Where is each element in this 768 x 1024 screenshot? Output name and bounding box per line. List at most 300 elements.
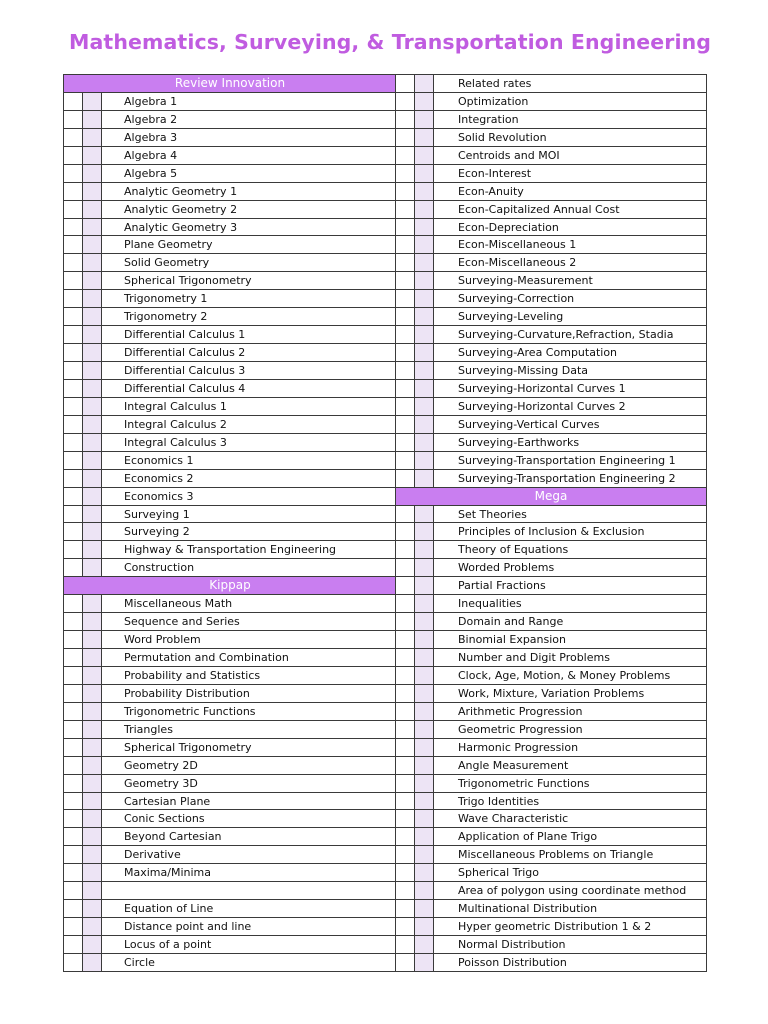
checkbox-cell[interactable]: [396, 900, 415, 917]
topic-label: Surveying-Transportation Engineering 2: [458, 471, 676, 485]
checkbox-cell[interactable]: [396, 434, 415, 451]
checkbox-cell[interactable]: [396, 631, 415, 648]
checkbox-cell[interactable]: [396, 254, 415, 271]
checkbox-cell[interactable]: [83, 93, 102, 110]
checkbox-cell[interactable]: [396, 470, 415, 487]
checkbox-cell[interactable]: [415, 75, 434, 92]
topic-label: Algebra 4: [124, 148, 178, 162]
checkbox-cell[interactable]: [64, 219, 83, 236]
checkbox-cell[interactable]: [64, 703, 83, 720]
checkbox-cell[interactable]: [83, 846, 102, 863]
checkbox-cell[interactable]: [415, 703, 434, 720]
checkbox-cell[interactable]: [396, 165, 415, 182]
checkbox-cell[interactable]: [415, 398, 434, 415]
section-header-label: Review Innovation: [174, 76, 286, 90]
checkbox-cell[interactable]: [396, 416, 415, 433]
topic-label: Differential Calculus 2: [124, 346, 246, 360]
topic-label: Integration: [458, 112, 519, 126]
checkbox-cell[interactable]: [415, 936, 434, 953]
topic-label: Set Theories: [458, 507, 527, 521]
checkbox-cell[interactable]: [415, 775, 434, 792]
checkbox-cell[interactable]: [396, 882, 415, 899]
topic-label: Derivative: [124, 848, 181, 862]
checkbox-cell[interactable]: [64, 111, 83, 128]
checkbox-cell[interactable]: [396, 649, 415, 666]
checkbox-cell[interactable]: [415, 613, 434, 630]
topic-row: [396, 721, 706, 739]
checkbox-cell[interactable]: [64, 775, 83, 792]
checkbox-cell[interactable]: [415, 219, 434, 236]
checkbox-cell[interactable]: [64, 541, 83, 558]
checkbox-cell[interactable]: [415, 846, 434, 863]
checkbox-cell[interactable]: [415, 559, 434, 576]
checkbox-cell[interactable]: [83, 434, 102, 451]
topic-row: [64, 236, 396, 254]
checkbox-cell[interactable]: [415, 757, 434, 774]
topic-row: [64, 344, 396, 362]
topic-row: [396, 631, 706, 649]
topic-label: Algebra 3: [124, 130, 178, 144]
topic-row: [64, 326, 396, 344]
topic-label: Surveying-Horizontal Curves 2: [458, 399, 626, 413]
topic-label: Surveying-Curvature,Refraction, Stadia: [458, 328, 674, 342]
topic-label: Centroids and MOI: [458, 148, 560, 162]
checkbox-cell[interactable]: [396, 236, 415, 253]
checkbox-cell[interactable]: [396, 757, 415, 774]
checkbox-cell[interactable]: [64, 613, 83, 630]
checkbox-cell[interactable]: [396, 201, 415, 218]
checkbox-cell[interactable]: [415, 595, 434, 612]
checkbox-cell[interactable]: [64, 685, 83, 702]
topic-row: [64, 362, 396, 380]
checkbox-cell[interactable]: [415, 918, 434, 935]
checkbox-cell[interactable]: [396, 290, 415, 307]
topic-row: [64, 828, 396, 846]
checkbox-cell[interactable]: [415, 631, 434, 648]
topic-label: Multinational Distribution: [458, 902, 598, 916]
topic-row: [64, 111, 396, 129]
topic-label: Surveying 2: [124, 525, 190, 539]
topic-label: Harmonic Progression: [458, 740, 579, 754]
topic-row: [396, 344, 706, 362]
topic-label: Surveying 1: [124, 507, 190, 521]
checkbox-cell[interactable]: [83, 613, 102, 630]
topic-label: Integral Calculus 1: [124, 399, 227, 413]
topic-label: Analytic Geometry 3: [124, 220, 238, 234]
topic-label: Work, Mixture, Variation Problems: [458, 686, 645, 700]
checkbox-cell[interactable]: [415, 649, 434, 666]
checkbox-cell[interactable]: [415, 326, 434, 343]
checkbox-cell[interactable]: [83, 954, 102, 971]
checkbox-cell[interactable]: [64, 165, 83, 182]
topic-label: Word Problem: [124, 633, 201, 647]
topic-row: [396, 739, 706, 757]
topic-label: Distance point and line: [124, 920, 252, 934]
topic-row: [64, 667, 396, 685]
checkbox-cell[interactable]: [83, 165, 102, 182]
checkbox-cell[interactable]: [64, 649, 83, 666]
checkbox-cell[interactable]: [83, 721, 102, 738]
checkbox-cell[interactable]: [415, 201, 434, 218]
checkbox-cell[interactable]: [64, 129, 83, 146]
checkbox-cell[interactable]: [396, 936, 415, 953]
topic-row: [64, 452, 396, 470]
checkbox-cell[interactable]: [83, 595, 102, 612]
checkbox-cell[interactable]: [83, 344, 102, 361]
left-topic-table: [63, 74, 397, 972]
checkbox-cell[interactable]: [396, 613, 415, 630]
checkbox-cell[interactable]: [64, 793, 83, 810]
topic-label: Circle: [124, 955, 155, 969]
checkbox-cell[interactable]: [83, 506, 102, 523]
checkbox-cell[interactable]: [83, 864, 102, 881]
checkbox-cell[interactable]: [396, 703, 415, 720]
checkbox-cell[interactable]: [83, 685, 102, 702]
checkbox-cell[interactable]: [83, 272, 102, 289]
checkbox-cell[interactable]: [64, 470, 83, 487]
checkbox-cell[interactable]: [64, 183, 83, 200]
checkbox-cell[interactable]: [64, 523, 83, 540]
checkbox-cell[interactable]: [64, 721, 83, 738]
topic-label: Permutation and Combination: [124, 651, 289, 664]
topic-label: Econ-Capitalized Annual Cost: [458, 202, 620, 216]
topic-label: Integral Calculus 3: [124, 435, 227, 449]
topic-row: [396, 219, 706, 237]
topic-row: [396, 918, 706, 936]
checkbox-cell[interactable]: [64, 595, 83, 612]
checkbox-cell[interactable]: [396, 344, 415, 361]
checkbox-cell[interactable]: [83, 739, 102, 756]
topic-label: Algebra 1: [124, 94, 178, 108]
checkbox-cell[interactable]: [64, 452, 83, 469]
checkbox-cell[interactable]: [64, 631, 83, 648]
checkbox-cell[interactable]: [415, 900, 434, 917]
topic-label: Probability and Statistics: [124, 668, 261, 682]
checkbox-cell[interactable]: [396, 793, 415, 810]
checkbox-cell[interactable]: [415, 290, 434, 307]
checkbox-cell[interactable]: [415, 470, 434, 487]
topic-row: [396, 541, 706, 559]
checkbox-cell[interactable]: [64, 828, 83, 845]
checkbox-cell[interactable]: [83, 416, 102, 433]
checkbox-cell[interactable]: [396, 398, 415, 415]
topic-label: Econ-Depreciation: [458, 220, 559, 234]
topic-label: Surveying-Missing Data: [458, 364, 589, 377]
checkbox-cell[interactable]: [396, 864, 415, 881]
checkbox-cell[interactable]: [415, 882, 434, 899]
checkbox-cell[interactable]: [64, 900, 83, 917]
checkbox-cell[interactable]: [83, 183, 102, 200]
checkbox-cell[interactable]: [396, 452, 415, 469]
checkbox-cell[interactable]: [83, 201, 102, 218]
checkbox-cell[interactable]: [83, 523, 102, 540]
checkbox-cell[interactable]: [396, 739, 415, 756]
checkbox-cell[interactable]: [64, 201, 83, 218]
checkbox-cell[interactable]: [396, 667, 415, 684]
topic-label: Sequence and Series: [124, 615, 240, 629]
topic-label: Surveying-Horizontal Curves 1: [458, 381, 626, 395]
checkbox-cell[interactable]: [64, 918, 83, 935]
checkbox-cell[interactable]: [396, 308, 415, 325]
checkbox-cell[interactable]: [64, 290, 83, 307]
topic-label: Locus of a point: [124, 938, 212, 951]
topic-label: Binomial Expansion: [458, 633, 567, 647]
checkbox-cell[interactable]: [415, 129, 434, 146]
section-header: [64, 75, 396, 93]
checkbox-cell[interactable]: [83, 918, 102, 935]
topic-row: [396, 254, 706, 272]
checkbox-cell[interactable]: [415, 380, 434, 397]
topic-row: [64, 559, 396, 577]
checkbox-cell[interactable]: [396, 362, 415, 379]
topic-row: [396, 595, 706, 613]
checkbox-cell[interactable]: [415, 793, 434, 810]
checkbox-cell[interactable]: [396, 75, 415, 92]
topic-row: [64, 129, 396, 147]
checkbox-cell[interactable]: [83, 775, 102, 792]
checkbox-cell[interactable]: [415, 864, 434, 881]
checkbox-cell[interactable]: [415, 434, 434, 451]
checkbox-cell[interactable]: [396, 595, 415, 612]
checkbox-cell[interactable]: [64, 236, 83, 253]
topic-row: [64, 434, 396, 452]
checkbox-cell[interactable]: [64, 846, 83, 863]
checkbox-cell[interactable]: [396, 685, 415, 702]
topic-label: Number and Digit Problems: [458, 651, 610, 664]
checkbox-cell[interactable]: [64, 864, 83, 881]
topic-label: Spherical Trigonometry: [124, 274, 252, 288]
checkbox-cell[interactable]: [415, 165, 434, 182]
checkbox-cell[interactable]: [396, 541, 415, 558]
checkbox-cell[interactable]: [83, 649, 102, 666]
checkbox-cell[interactable]: [396, 954, 415, 971]
checkbox-cell[interactable]: [415, 541, 434, 558]
checkbox-cell[interactable]: [396, 219, 415, 236]
checkbox-cell[interactable]: [83, 362, 102, 379]
checkbox-cell[interactable]: [415, 236, 434, 253]
checkbox-cell[interactable]: [415, 93, 434, 110]
topic-row: [64, 631, 396, 649]
checkbox-cell[interactable]: [415, 308, 434, 325]
checkbox-cell[interactable]: [83, 290, 102, 307]
section-header-label: Mega: [534, 488, 568, 503]
checkbox-cell[interactable]: [415, 452, 434, 469]
topic-row: [64, 93, 396, 111]
checkbox-cell[interactable]: [396, 183, 415, 200]
topic-label: Optimization: [458, 94, 529, 108]
topic-row: [396, 900, 706, 918]
section-header-label: Kippap: [209, 578, 251, 593]
checkbox-cell[interactable]: [415, 183, 434, 200]
topic-label: Maxima/Minima: [124, 866, 211, 880]
checkbox-cell[interactable]: [396, 93, 415, 110]
topic-label: Geometric Progression: [458, 722, 583, 736]
checkbox-cell[interactable]: [64, 326, 83, 343]
topic-row: [396, 183, 706, 201]
checkbox-cell[interactable]: [83, 703, 102, 720]
checkbox-cell[interactable]: [415, 506, 434, 523]
checkbox-cell[interactable]: [83, 380, 102, 397]
topic-row: [64, 775, 396, 793]
checkbox-cell[interactable]: [64, 362, 83, 379]
checkbox-cell[interactable]: [83, 236, 102, 253]
topic-row: [396, 362, 706, 380]
checkbox-cell[interactable]: [83, 631, 102, 648]
topic-row: [396, 846, 706, 864]
checkbox-cell[interactable]: [415, 272, 434, 289]
checkbox-cell[interactable]: [64, 739, 83, 756]
checkbox-cell[interactable]: [64, 272, 83, 289]
topic-label: Clock, Age, Motion, & Money Problems: [458, 668, 671, 682]
checkbox-cell[interactable]: [396, 380, 415, 397]
checkbox-cell[interactable]: [64, 93, 83, 110]
topic-label: Trigonometric Functions: [124, 704, 256, 718]
section-header: [64, 577, 396, 595]
checkbox-cell[interactable]: [64, 506, 83, 523]
topic-row: [64, 219, 396, 237]
checkbox-cell[interactable]: [83, 111, 102, 128]
topic-label: Construction: [124, 561, 195, 575]
topic-label: Conic Sections: [124, 812, 205, 826]
checkbox-cell[interactable]: [83, 882, 102, 899]
checkbox-cell[interactable]: [415, 254, 434, 271]
topic-label: Wave Characteristic: [458, 812, 569, 826]
topic-row: [396, 165, 706, 183]
topic-row: [396, 272, 706, 290]
topic-label: Econ-Anuity: [458, 184, 524, 198]
topic-row: [64, 900, 396, 918]
topic-row: [396, 864, 706, 882]
checkbox-cell[interactable]: [415, 523, 434, 540]
checkbox-cell[interactable]: [83, 470, 102, 487]
topic-row: [64, 165, 396, 183]
checkbox-cell[interactable]: [83, 398, 102, 415]
checkbox-cell[interactable]: [64, 308, 83, 325]
checkbox-cell[interactable]: [64, 488, 83, 505]
checkbox-cell[interactable]: [64, 810, 83, 827]
checkbox-cell[interactable]: [415, 739, 434, 756]
topic-label: Analytic Geometry 2: [124, 202, 238, 216]
checkbox-cell[interactable]: [396, 828, 415, 845]
checkbox-cell[interactable]: [83, 667, 102, 684]
checkbox-cell[interactable]: [83, 936, 102, 953]
checkbox-cell[interactable]: [415, 344, 434, 361]
topic-label: Partial Fractions: [458, 579, 546, 593]
checkbox-cell[interactable]: [396, 111, 415, 128]
checkbox-cell[interactable]: [83, 793, 102, 810]
checkbox-cell[interactable]: [83, 541, 102, 558]
checkbox-cell[interactable]: [64, 882, 83, 899]
checkbox-cell[interactable]: [415, 810, 434, 827]
topic-label: Surveying-Vertical Curves: [458, 417, 600, 431]
checkbox-cell[interactable]: [64, 147, 83, 164]
topic-row: [64, 685, 396, 703]
checkbox-cell[interactable]: [415, 416, 434, 433]
checkbox-cell[interactable]: [83, 254, 102, 271]
topic-label: Geometry 2D: [124, 758, 198, 772]
checkbox-cell[interactable]: [83, 828, 102, 845]
checkbox-cell[interactable]: [415, 577, 434, 594]
topic-label: Economics 1: [124, 453, 194, 467]
checkbox-cell[interactable]: [83, 219, 102, 236]
topic-row: [396, 649, 706, 667]
checkbox-cell[interactable]: [83, 900, 102, 917]
checkbox-cell[interactable]: [64, 954, 83, 971]
checkbox-cell[interactable]: [83, 757, 102, 774]
checkbox-cell[interactable]: [396, 326, 415, 343]
topic-row: [64, 488, 396, 506]
checkbox-cell[interactable]: [64, 344, 83, 361]
checkbox-cell[interactable]: [396, 810, 415, 827]
checkbox-cell[interactable]: [83, 129, 102, 146]
checkbox-cell[interactable]: [64, 757, 83, 774]
checkbox-cell[interactable]: [83, 452, 102, 469]
checkbox-cell[interactable]: [415, 721, 434, 738]
checkbox-cell[interactable]: [396, 506, 415, 523]
checkbox-cell[interactable]: [396, 559, 415, 576]
topic-label: Surveying-Area Computation: [458, 346, 618, 360]
checkbox-cell[interactable]: [83, 488, 102, 505]
topic-label: Economics 2: [124, 471, 194, 485]
topic-label: Domain and Range: [458, 615, 564, 629]
topic-label: Beyond Cartesian: [124, 830, 222, 844]
checkbox-cell[interactable]: [415, 147, 434, 164]
checkbox-cell[interactable]: [64, 254, 83, 271]
checkbox-cell[interactable]: [415, 111, 434, 128]
checkbox-cell[interactable]: [415, 954, 434, 971]
checkbox-cell[interactable]: [396, 721, 415, 738]
checkbox-cell[interactable]: [415, 685, 434, 702]
checkbox-cell[interactable]: [64, 398, 83, 415]
checkbox-cell[interactable]: [83, 147, 102, 164]
topic-label: Normal Distribution: [458, 938, 566, 951]
checkbox-cell[interactable]: [83, 559, 102, 576]
checkbox-cell[interactable]: [64, 667, 83, 684]
checkbox-cell[interactable]: [64, 936, 83, 953]
topic-label: Miscellaneous Problems on Triangle: [458, 848, 654, 862]
checkbox-cell[interactable]: [83, 810, 102, 827]
topic-row: [64, 272, 396, 290]
topic-row: [396, 828, 706, 846]
checkbox-cell[interactable]: [396, 147, 415, 164]
checkbox-cell[interactable]: [396, 523, 415, 540]
checkbox-cell[interactable]: [396, 846, 415, 863]
topic-label: Econ-Interest: [458, 166, 532, 180]
checkbox-cell[interactable]: [83, 308, 102, 325]
checkbox-cell[interactable]: [64, 416, 83, 433]
checkbox-cell[interactable]: [64, 380, 83, 397]
topic-row: [64, 523, 396, 541]
checkbox-cell[interactable]: [396, 272, 415, 289]
topic-label: Surveying-Measurement: [458, 274, 593, 288]
topic-row: [64, 308, 396, 326]
topic-row: [396, 470, 706, 488]
checkbox-cell[interactable]: [64, 559, 83, 576]
checkbox-cell[interactable]: [396, 129, 415, 146]
topic-row: [396, 236, 706, 254]
checkbox-cell[interactable]: [396, 775, 415, 792]
checkbox-cell[interactable]: [415, 362, 434, 379]
checkbox-cell[interactable]: [415, 828, 434, 845]
checkbox-cell[interactable]: [415, 667, 434, 684]
topic-row: [396, 703, 706, 721]
checkbox-cell[interactable]: [83, 326, 102, 343]
checkbox-cell[interactable]: [396, 577, 415, 594]
right-topic-table: [395, 74, 707, 972]
checkbox-cell[interactable]: [396, 918, 415, 935]
topic-row: [64, 882, 396, 900]
checkbox-cell[interactable]: [64, 434, 83, 451]
